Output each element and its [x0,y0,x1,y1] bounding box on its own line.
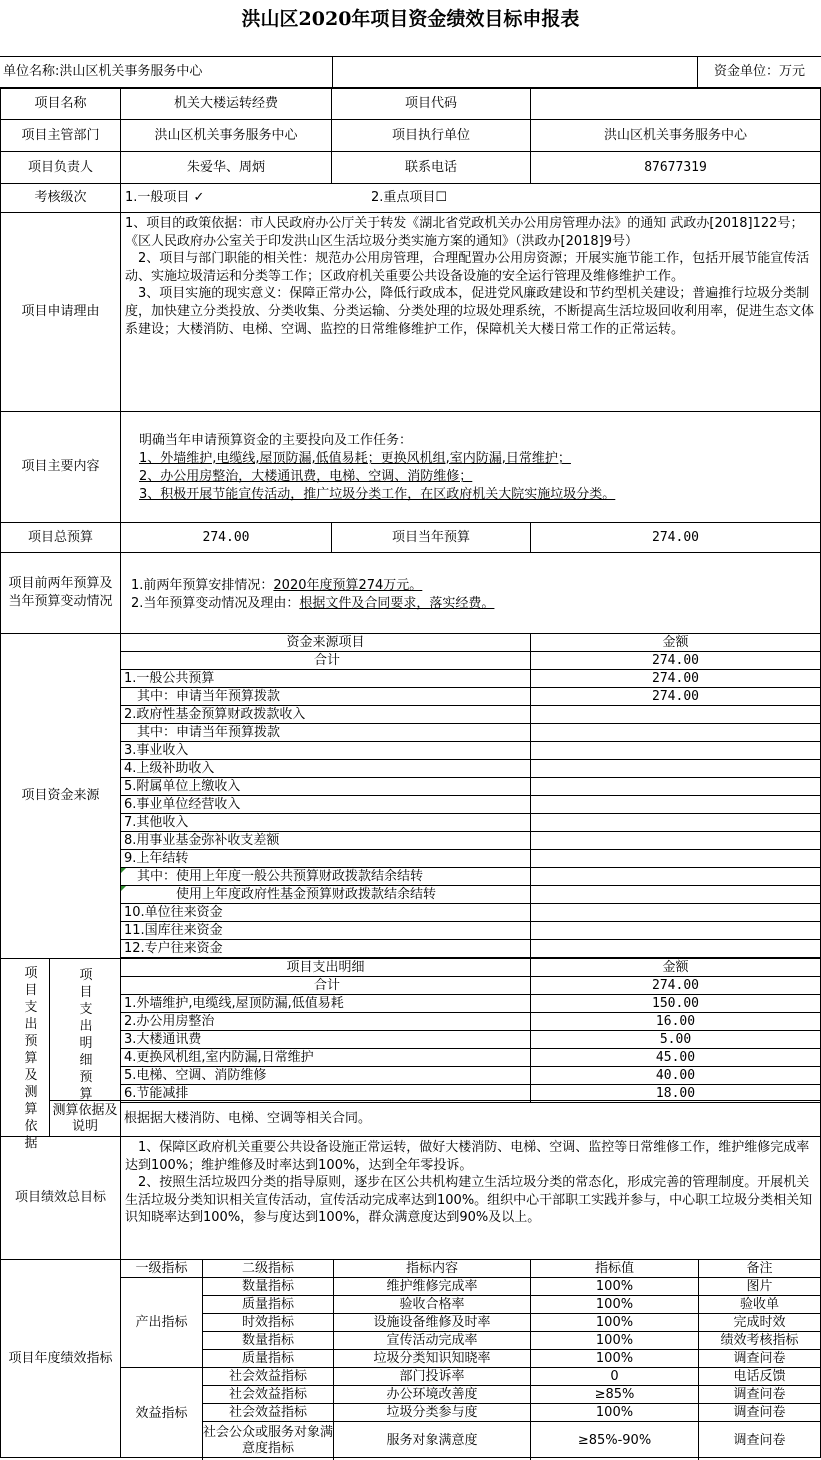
funding-row-amount: 274.00 [652,688,699,704]
goal-label: 项目绩效总目标 [0,1136,121,1260]
funding-row-item: 3.事业收入 [121,742,531,759]
content-label: 项目主要内容 [0,411,121,523]
project-code [530,88,821,120]
funding-table [120,633,821,959]
annual-note: 验收单 [699,1296,820,1314]
annual-label: 项目年度绩效指标 [0,1259,121,1458]
leader: 朱爱华、周炳 [120,151,332,184]
funding-row [121,670,820,688]
funding-row-item: 其中：使用上年度一般公共预算财政拨款结余结转 [121,868,531,885]
funding-row-item: 使用上年度政府性基金预算财政拨款结余结转 [121,886,531,903]
change-cell [120,552,821,634]
project-code-label: 项目代码 [331,88,531,120]
funding-row-amount [531,814,820,831]
phone: 87677319 [530,151,821,184]
annual-header-0: 一级指标 [121,1260,203,1278]
current-budget-label: 项目当年预算 [331,522,531,553]
annual-group-benefit: 效益指标 [121,1368,203,1460]
expense-row-amount: 18.00 [655,1085,696,1101]
change-line-2-value: 根据文件及合同要求，落实经费。 [299,596,495,611]
expense-row-item: 3.大楼通讯费 [121,1031,531,1048]
expense-row [121,977,820,995]
unit-name: 单位名称:洪山区机关事务服务中心 [0,56,333,88]
dept: 洪山区机关事务服务中心 [120,119,332,152]
expense-row-item: 4.更换风机组,室内防漏,日常维护 [121,1049,531,1066]
unit-row-blank [333,56,698,88]
funding-row-amount [531,742,820,759]
funding-row-item: 其中：申请当年预算拨款 [121,688,531,705]
expense-row-item: 2.办公用房整治 [121,1013,531,1030]
reason-label: 项目申请理由 [0,212,121,412]
annual-header-4: 备注 [699,1260,820,1278]
annual-note: 图片 [699,1278,820,1296]
expense-row-amount: 45.00 [655,1049,696,1065]
funding-row [121,724,820,742]
basis-text: 根据据大楼消防、电梯、空调等相关合同。 [120,1100,821,1137]
annual-note: 完成时效 [699,1314,820,1332]
annual-value: 100% [531,1350,699,1368]
annual-value: ≥85%-90% [531,1422,699,1460]
expense-outer-label [0,958,50,1151]
annual-content: 宣传活动完成率 [334,1332,531,1350]
annual-level2: 社会效益指标 [203,1368,334,1386]
funding-row-amount [531,868,820,885]
exec-unit: 洪山区机关事务服务中心 [530,119,821,152]
funding-row-item: 5.附属单位上缴收入 [121,778,531,795]
annual-content: 验收合格率 [334,1296,531,1314]
change-line-1-prefix: 1.前两年预算安排情况： [131,578,274,593]
funding-row [121,778,820,796]
expense-col-item: 项目支出明细 [121,959,531,976]
project-name: 机关大楼运转经费 [120,88,332,120]
annual-note: 调查问卷 [699,1386,820,1404]
annual-note: 调查问卷 [733,1433,786,1448]
change-line-1-value: 2020年度预算274万元。 [273,578,423,593]
annual-content: 设施设备维修及时率 [334,1314,531,1332]
funding-row-item: 2.政府性基金预算财政拨款收入 [121,706,531,723]
annual-value: 0 [531,1368,699,1386]
change-label: 项目前两年预算及当年预算变动情况 [0,552,121,634]
funding-row-amount [531,832,820,849]
reason-text: 1、项目的政策依据：市人民政府办公厅关于转发《湖北省党政机关办公用房管理办法》的通知 武政办[2018]122号；《区人民政府办公室关于印发洪山区生活垃圾分类实施方案的通知》（洪政办[2018]9号） 2、项目与部门职能的相关性：规范办公用房管理，合理配置办公用房资源；开展实施节能工作，包括开展节能宣传活动、实施垃圾清运和分类等工作；区政府机关重要公共设备设施的安全运行管理及维修维护工作。 3、项目实施的现实意义：保障正常办公，降低行政成本，促进党风廉政建设和节约型机关建设；普遍推行垃圾分类制度，加快建立分类投放、分类收集、分类运输、分类处理的垃圾处理系统，不断提高生活垃圾回收利用率，促进生态文体系建设；大楼消防、电梯、空调、监控的日常维修维护工作，保障机关大楼日常工作的正常运转。 [120,212,821,412]
change-line-2-prefix: 2.当年预算变动情况及理由： [131,596,300,611]
level-cell [120,183,821,213]
annual-note: 电话反馈 [699,1368,820,1386]
change-line-1 [131,577,422,595]
expense-row-item: 6.节能减排 [121,1085,531,1102]
annual-value: 100% [531,1296,699,1314]
funding-row-amount: 274.00 [652,670,699,686]
funding-row-item: 8.用事业基金弥补收支差额 [121,832,531,849]
funding-row [121,904,820,922]
expense-row [121,995,820,1013]
expense-row-item: 合计 [121,977,531,994]
funding-row-amount [531,706,820,723]
funding-row [121,760,820,778]
funding-row-item: 合计 [121,652,531,669]
funding-row [121,814,820,832]
annual-level2: 数量指标 [203,1278,334,1296]
funding-row-amount [531,904,820,921]
currency-unit: 资金单位：万元 [698,56,821,88]
funding-row [121,796,820,814]
project-name-label: 项目名称 [0,88,121,120]
annual-level2: 数量指标 [203,1332,334,1350]
funding-label: 项目资金来源 [0,633,121,959]
annual-value: 100% [531,1278,699,1296]
expense-header [121,959,820,977]
annual-content: 办公环境改善度 [334,1386,531,1404]
content-item: 3、积极开展节能宣传活动，推广垃圾分类工作，在区政府机关大院实施垃圾分类。 [139,487,616,502]
expense-row-amount: 16.00 [655,1013,696,1029]
expense-row-amount: 274.00 [652,977,699,993]
funding-row [121,886,820,904]
annual-content: 垃圾分类参与度 [334,1404,531,1422]
funding-row [121,832,820,850]
expense-col-amount: 金额 [662,959,689,975]
annual-note: 调查问卷 [699,1350,820,1368]
annual-level2: 社会效益指标 [203,1386,334,1404]
total-budget: 274.00 [120,522,332,553]
funding-row-amount [531,886,820,903]
expense-row [121,1013,820,1031]
annual-value: ≥85% [531,1386,699,1404]
expense-row [121,1067,820,1085]
funding-row [121,652,820,670]
level-normal-option: 1.一般项目 ✓ [125,190,205,205]
expense-table [120,958,821,1101]
funding-row-amount [531,760,820,777]
exec-unit-label: 项目执行单位 [331,119,531,152]
annual-value: 100% [531,1314,699,1332]
funding-row [121,850,820,868]
funding-row-amount [531,922,820,939]
funding-row-item: 其中：申请当年预算拨款 [121,724,531,741]
level-label: 考核级次 [0,183,121,213]
funding-row [121,940,820,958]
funding-row-amount: 274.00 [652,652,699,668]
funding-row-amount [531,724,820,741]
funding-row-item: 7.其他收入 [121,814,531,831]
funding-col-amount: 金额 [662,634,689,650]
annual-level2: 质量指标 [203,1350,334,1368]
expense-row [121,1031,820,1049]
current-budget: 274.00 [530,522,821,553]
annual-header-1: 二级指标 [203,1260,334,1278]
leader-label: 项目负责人 [0,151,121,184]
funding-row [121,742,820,760]
funding-row-item: 6.事业单位经营收入 [121,796,531,813]
funding-row [121,688,820,706]
funding-header [121,634,820,652]
funding-row-item: 12.专户往来资金 [121,940,531,957]
page-title: 洪山区2020年项目资金绩效目标申报表 [241,8,580,30]
expense-inner-label [49,958,121,1101]
funding-row-item: 9.上年结转 [121,850,531,867]
basis-label: 测算依据及说明 [49,1100,121,1137]
funding-row-item: 11.国库往来资金 [121,922,531,939]
annual-level2: 社会公众或服务对象满意度指标 [203,1422,334,1460]
annual-table [120,1259,821,1458]
annual-level2: 质量指标 [203,1296,334,1314]
change-line-2 [131,595,494,613]
content-intro: 明确当年申请预算资金的主要投向及工作任务： [139,433,413,448]
expense-row [121,1049,820,1067]
annual-value: 100% [531,1332,699,1350]
annual-level2: 社会效益指标 [203,1404,334,1422]
dept-label: 项目主管部门 [0,119,121,152]
annual-note: 绩效考核指标 [699,1332,820,1350]
funding-row-item: 1.一般公共预算 [121,670,531,687]
funding-row-item: 4.上级补助收入 [121,760,531,777]
level-key-option: 2.重点项目☐ [371,190,448,205]
annual-content: 部门投诉率 [334,1368,531,1386]
phone-label: 联系电话 [331,151,531,184]
funding-row-amount [531,796,820,813]
funding-row [121,922,820,940]
funding-row [121,868,820,886]
funding-row [121,706,820,724]
total-budget-label: 项目总预算 [0,522,121,553]
funding-row-amount [531,940,820,957]
annual-group-output: 产出指标 [121,1278,203,1368]
annual-content: 垃圾分类知识知晓率 [334,1350,531,1368]
expense-row-amount: 5.00 [659,1031,692,1047]
expense-inner-label-text: 项目支出明细预算 [79,968,93,1102]
expense-row-amount: 40.00 [655,1067,696,1083]
annual-note: 调查问卷 [699,1404,820,1422]
funding-col-item: 资金来源项目 [121,634,531,651]
funding-row-amount [531,778,820,795]
goal-text: 1、保障区政府机关重要公共设备设施正常运转，做好大楼消防、电梯、空调、监控等日常维修工作，维护维修完成率达到100%；维护维修及时率达到100%，达到全年零投诉。 2、按照生活垃圾四分类的指导原则，逐步在区公共机构建立生活垃圾分类的常态化，形成完善的管理制度。开展机关生活垃圾分类知识相关宣传活动，宣传活动完成率达到100%。组织中心干部职工实践并参与，中心职工垃圾分类相关知识知晓率达到100%，参与度达到100%，群众满意度达到90%及以上。 [120,1136,821,1260]
annual-level2: 时效指标 [203,1314,334,1332]
expense-row-amount: 150.00 [652,995,699,1011]
content-item: 1、外墙维护,电缆线,屋顶防漏,低值易耗；更换风机组,室内防漏,日常维护； [139,451,571,466]
expense-row-item: 5.电梯、空调、消防维修 [121,1067,531,1084]
content-item: 2、办公用房整治，大楼通讯费，电梯、空调、消防维修； [139,469,473,484]
annual-header-2: 指标内容 [334,1260,531,1278]
annual-content: 服务对象满意度 [334,1422,531,1460]
expense-outer-label-text: 项目支出预算及测算依据 [24,966,38,1151]
annual-content: 维护维修完成率 [334,1278,531,1296]
annual-header-3: 指标值 [531,1260,699,1278]
funding-row-amount [531,850,820,867]
expense-row-item: 1.外墙维护,电缆线,屋顶防漏,低值易耗 [121,995,531,1012]
content-cell [120,411,821,523]
funding-row-item: 10.单位往来资金 [121,904,531,921]
annual-value: 100% [531,1404,699,1422]
